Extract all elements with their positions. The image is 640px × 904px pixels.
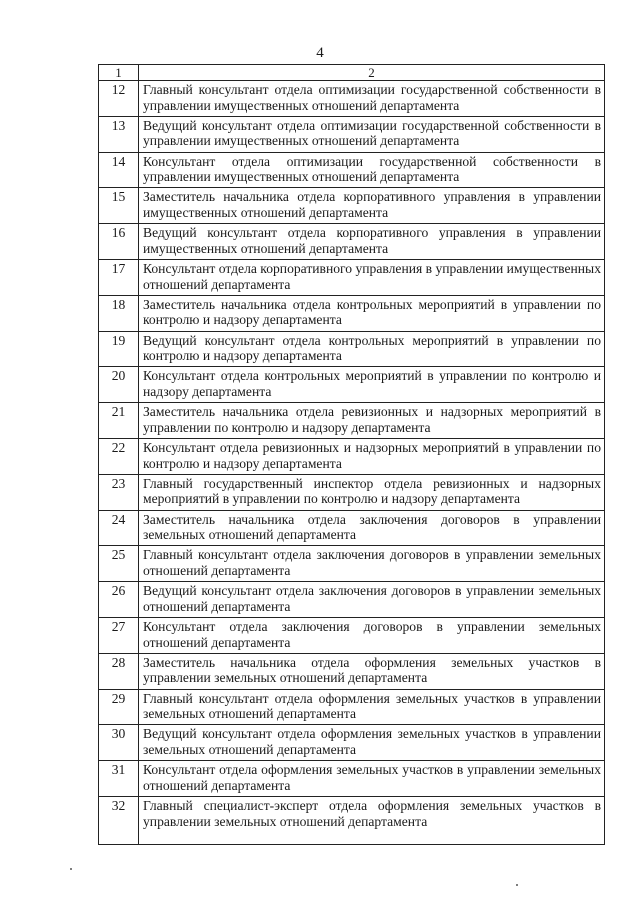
table-row bbox=[99, 295, 605, 331]
row-number: 22 bbox=[99, 438, 139, 474]
table-row bbox=[99, 510, 605, 546]
page-number: 4 bbox=[316, 45, 324, 61]
table-row bbox=[99, 689, 605, 725]
table-row bbox=[99, 367, 605, 403]
row-number: 17 bbox=[99, 259, 139, 295]
position-title: Консультант отдела оптимизации государственной собственности в управлении имущественных отношений департамента bbox=[139, 152, 605, 188]
position-title: Консультант отдела заключения договоров в управлении земельных отношений департамента bbox=[139, 617, 605, 653]
table-row bbox=[99, 188, 605, 224]
positions-table bbox=[98, 64, 605, 845]
table-row bbox=[99, 761, 605, 797]
row-number: 25 bbox=[99, 546, 139, 582]
table-row bbox=[99, 116, 605, 152]
position-title: Главный консультант отдела заключения договоров в управлении земельных отношений департамента bbox=[139, 546, 605, 582]
position-title: Ведущий консультант отдела контрольных мероприятий в управлении по контролю и надзору департамента bbox=[139, 331, 605, 367]
row-number: 16 bbox=[99, 224, 139, 260]
row-number: 15 bbox=[99, 188, 139, 224]
row-number: 24 bbox=[99, 510, 139, 546]
row-number: 30 bbox=[99, 725, 139, 761]
position-title: Ведущий консультант отдела оформления земельных участков в управлении земельных отношений департамента bbox=[139, 725, 605, 761]
row-number: 27 bbox=[99, 617, 139, 653]
row-number: 32 bbox=[99, 796, 139, 844]
table-row bbox=[99, 224, 605, 260]
scan-speck bbox=[516, 884, 518, 886]
table-row bbox=[99, 617, 605, 653]
position-title: Главный консультант отдела оформления земельных участков в управлении земельных отношений департамента bbox=[139, 689, 605, 725]
row-number: 21 bbox=[99, 403, 139, 439]
table-row bbox=[99, 546, 605, 582]
table-row bbox=[99, 474, 605, 510]
table-row bbox=[99, 403, 605, 439]
table-row bbox=[99, 582, 605, 618]
table-row bbox=[99, 81, 605, 117]
position-title: Заместитель начальника отдела оформления земельных участков в управлении земельных отношений департамента bbox=[139, 653, 605, 689]
position-title: Заместитель начальника отдела контрольных мероприятий в управлении по контролю и надзору департамента bbox=[139, 295, 605, 331]
position-title: Заместитель начальника отдела корпоративного управления в управлении имущественных отношений департамента bbox=[139, 188, 605, 224]
table-row bbox=[99, 653, 605, 689]
position-title: Консультант отдела корпоративного управления в управлении имущественных отношений департамента bbox=[139, 259, 605, 295]
scan-speck bbox=[70, 868, 72, 870]
position-title: Заместитель начальника отдела ревизионных и надзорных мероприятий в управлении по контролю и надзору департамента bbox=[139, 403, 605, 439]
row-number: 28 bbox=[99, 653, 139, 689]
table-header-row bbox=[99, 65, 605, 81]
position-title: Консультант отдела контрольных мероприятий в управлении по контролю и надзору департамента bbox=[139, 367, 605, 403]
header-col-position: 2 bbox=[139, 65, 605, 81]
table-row bbox=[99, 796, 605, 844]
table-row bbox=[99, 152, 605, 188]
position-title: Ведущий консультант отдела заключения договоров в управлении земельных отношений департамента bbox=[139, 582, 605, 618]
row-number: 29 bbox=[99, 689, 139, 725]
position-title: Главный консультант отдела оптимизации государственной собственности в управлении имущественных отношений департамента bbox=[139, 81, 605, 117]
table-row bbox=[99, 331, 605, 367]
row-number: 18 bbox=[99, 295, 139, 331]
position-title: Заместитель начальника отдела заключения договоров в управлении земельных отношений департамента bbox=[139, 510, 605, 546]
row-number: 13 bbox=[99, 116, 139, 152]
position-title: Консультант отдела оформления земельных участков в управлении земельных отношений департамента bbox=[139, 761, 605, 797]
row-number: 31 bbox=[99, 761, 139, 797]
position-title: Главный специалист-эксперт отдела оформления земельных участков в управлении земельных отношений департамента bbox=[139, 796, 605, 844]
row-number: 26 bbox=[99, 582, 139, 618]
row-number: 14 bbox=[99, 152, 139, 188]
position-title: Главный государственный инспектор отдела ревизионных и надзорных мероприятий в управлении по контролю и надзору департамента bbox=[139, 474, 605, 510]
row-number: 12 bbox=[99, 81, 139, 117]
table-row bbox=[99, 725, 605, 761]
table-row bbox=[99, 438, 605, 474]
table-row bbox=[99, 259, 605, 295]
position-title: Консультант отдела ревизионных и надзорных мероприятий в управлении по контролю и надзору департамента bbox=[139, 438, 605, 474]
position-title: Ведущий консультант отдела корпоративного управления в управлении имущественных отношений департамента bbox=[139, 224, 605, 260]
position-title: Ведущий консультант отдела оптимизации государственной собственности в управлении имущественных отношений департамента bbox=[139, 116, 605, 152]
row-number: 23 bbox=[99, 474, 139, 510]
row-number: 19 bbox=[99, 331, 139, 367]
row-number: 20 bbox=[99, 367, 139, 403]
header-col-number: 1 bbox=[99, 65, 139, 81]
